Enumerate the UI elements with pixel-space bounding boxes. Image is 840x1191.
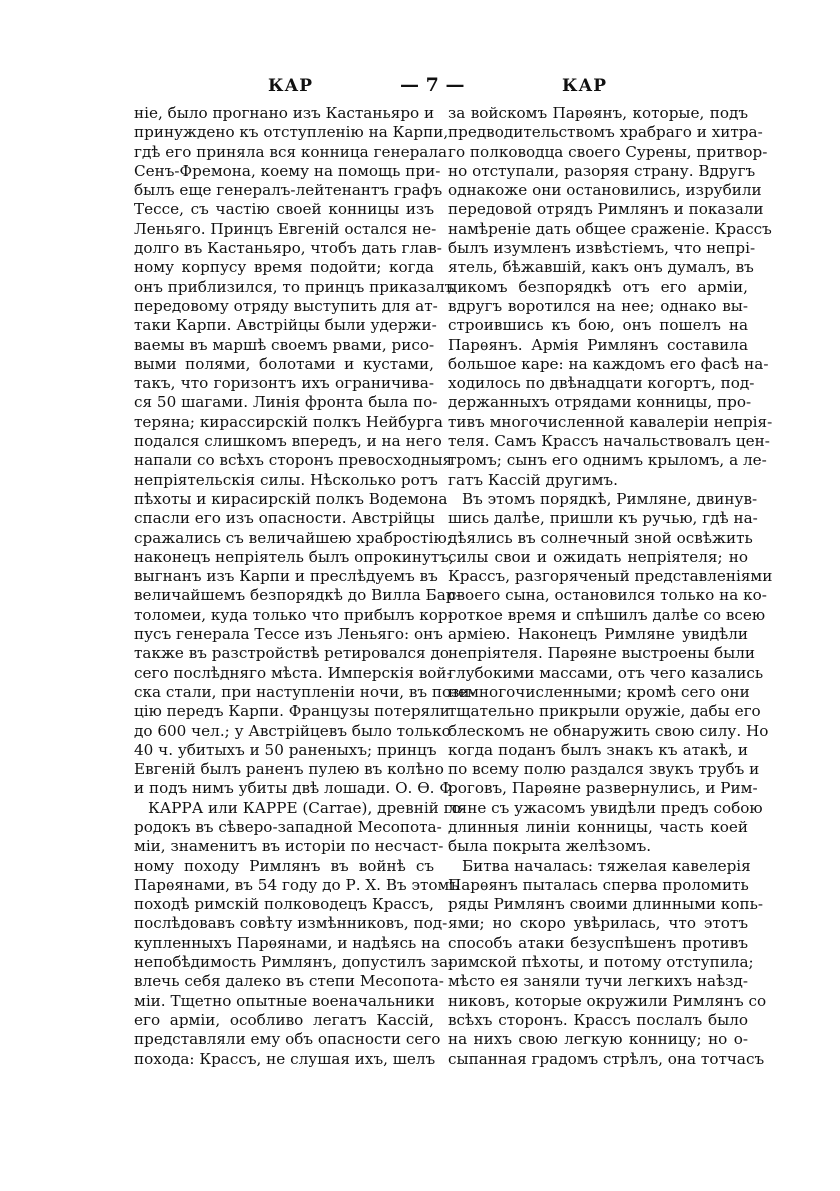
text-line: дѣялись въ солнечный зной освѣжить	[448, 528, 753, 547]
text-line: Въ этомъ порядкѣ, Римляне, двинув-	[462, 489, 758, 508]
text-line: сыпанная градомъ стрѣлъ, она тотчасъ	[448, 1049, 765, 1068]
text-line: вдругъ воротился на нее; однако вы-	[448, 296, 748, 315]
text-line: тромъ; сынъ его однимъ крыломъ, а ле-	[448, 451, 767, 470]
text-line: ваемы въ маршѣ своемъ рвами, рисо-	[134, 335, 435, 354]
text-line: ходилось по двѣнадцати когортъ, под-	[448, 374, 755, 393]
text-line: ся 50 шагами. Линія фронта была по-	[134, 393, 438, 412]
text-line: тщательно прикрыли оружіе, дабы его	[448, 702, 761, 721]
text-line: принуждено къ отступленію на Карпи,	[134, 123, 449, 142]
text-line: гдѣ его приняла вся конница генерала	[134, 142, 448, 161]
text-line: выгнанъ изъ Карпи и преслѣдуемъ въ	[134, 567, 438, 586]
text-line: Тессе, съ частію своей конницы изъ	[134, 200, 434, 219]
text-line: онъ приблизился, то принцъ приказалъ	[134, 277, 455, 296]
text-line: непобѣдимость Римлянъ, допустилъ за-	[134, 953, 454, 972]
text-line: ніе, было прогнано изъ Кастаньяро и	[134, 104, 435, 122]
text-line: ряды Римлянъ своими длинными копь-	[448, 895, 764, 914]
text-line: когда поданъ былъ знакъ къ атакѣ, и	[448, 740, 748, 759]
text-line: шись далѣе, пришли къ ручью, гдѣ на-	[448, 509, 758, 528]
text-line: цію передъ Карпи. Французы потеряли	[134, 702, 450, 721]
text-line: передовому отряду выступить для ат-	[134, 296, 438, 315]
text-line: Леньяго. Принцъ Евгеній остался не-	[134, 219, 437, 238]
text-line: до 600 чел.; у Австрійцевъ было только	[134, 721, 451, 740]
text-line: напали со всѣхъ сторонъ превосходныя	[134, 451, 453, 470]
text-line: подался слишкомъ впередъ, и на него	[134, 432, 442, 451]
text-line: Сенъ-Фремона, коему на помощь при-	[134, 161, 441, 180]
text-line: міи. Тщетно опытные военачальники	[134, 991, 435, 1010]
text-line: дикомъ безпорядкѣ отъ его арміи,	[448, 277, 748, 296]
text-line: тивъ многочисленной кавалеріи непрія-	[448, 412, 773, 431]
text-line: сего послѣдняго мѣста. Имперскія вой-	[134, 663, 452, 682]
text-line: ляне съ ужасомъ увидѣли предъ собою	[448, 798, 763, 817]
text-line: своего сына, остановился только на ко-	[448, 586, 767, 605]
text-line: способъ атаки безуспѣшенъ противъ	[448, 933, 748, 952]
text-line: влечь себя далеко въ степи Месопота-	[134, 972, 444, 991]
text-line: Крассъ, разгоряченый представленіями	[448, 567, 773, 586]
text-line: такъ, что горизонтъ ихъ ограничива-	[134, 374, 434, 393]
text-line: Парѳянъ. Армія Римлянъ составила	[448, 335, 748, 354]
text-line: держанныхъ отрядами конницы, про-	[448, 393, 752, 412]
text-line: теля. Самъ Крассъ начальствовалъ цен-	[448, 432, 770, 451]
text-line: непріятеля. Парѳяне выстроены были	[448, 644, 756, 663]
text-line: толомеи, куда только что прибылъ кор-	[134, 605, 453, 624]
text-line: ятель, бѣжавшій, какъ онъ думалъ, въ	[448, 258, 754, 277]
text-line: долго въ Кастаньяро, чтобъ дать глав-	[134, 239, 442, 258]
text-line: теряна; кирассирскій полкъ Нейбурга	[134, 412, 443, 431]
text-line: всѣхъ сторонъ. Крассъ послалъ было	[448, 1010, 748, 1029]
text-line: выми полями, болотами и кустами,	[134, 354, 434, 373]
header-left-keyword: КАР	[268, 76, 314, 96]
text-line: блескомъ не обнаружить свою силу. Но	[448, 721, 769, 740]
header-right-keyword: КАР	[562, 76, 608, 96]
left-text-column	[134, 104, 475, 1069]
text-line: былъ изумленъ извѣстіемъ, что непрі-	[448, 239, 756, 258]
text-line: пѣхоты и кирасирскій полкъ Водемона	[134, 489, 448, 508]
text-line: похода: Крассъ, не слушая ихъ, шелъ	[134, 1049, 436, 1068]
text-line: непріятельскія силы. Нѣсколько ротъ	[134, 470, 438, 489]
text-line: но отступали, разоряя страну. Вдругъ	[448, 161, 756, 180]
text-line: строившись къ бою, онъ пошелъ на	[448, 316, 748, 335]
text-line: былъ еще генералъ-лейтенантъ графъ	[134, 181, 443, 200]
text-line: никовъ, которые окружили Римлянъ со	[448, 991, 767, 1010]
text-line: купленныхъ Парѳянами, и надѣясь на	[134, 933, 441, 952]
text-line: и подъ нимъ убиты двѣ лошади. О. Ѳ. Ф.	[134, 779, 457, 798]
text-line: длинныя линіи конницы, часть коей	[448, 817, 748, 836]
text-line: ска стали, при наступленіи ночи, въ пози-	[134, 682, 475, 701]
text-line: арміею. Наконецъ Римляне увидѣли	[448, 625, 748, 644]
text-line: была покрыта желѣзомъ.	[448, 837, 652, 856]
text-line: Парѳянъ пыталась сперва проломить	[448, 875, 749, 894]
text-line: спасли его изъ опасности. Австрійцы	[134, 509, 435, 528]
text-line: глубокими массами, отъ чего казались	[448, 663, 764, 682]
text-line: представляли ему объ опасности сего	[134, 1030, 441, 1049]
text-line: по всему полю раздался звукъ трубъ и	[448, 760, 760, 779]
text-line: мѣсто ея заняли тучи легкихъ наѣзд-	[448, 972, 748, 991]
page-number: — 7 —	[400, 74, 465, 96]
text-line: величайшемъ безпорядкѣ до Вилла Бар-	[134, 586, 461, 605]
text-line: таки Карпи. Австрійцы были удержи-	[134, 316, 437, 335]
text-line: пусъ генерала Тессе изъ Леньяго: онъ	[134, 625, 443, 644]
text-line: Парѳянами, въ 54 году до Р. Х. Въ этомъ	[134, 875, 460, 894]
text-line: Евгеній былъ раненъ пулею въ колѣно	[134, 760, 444, 779]
text-line: также въ разстройствѣ ретировался до	[134, 644, 449, 663]
text-line: однакоже они остановились, изрубили	[448, 181, 762, 200]
text-line: ями; но скоро увѣрилась, что этотъ	[448, 914, 748, 933]
text-line: КАРРА или КАРРЕ (Carrae), древній го-	[148, 798, 466, 817]
text-line: римской пѣхоты, и потому отступила;	[448, 953, 754, 972]
text-line: сражались съ величайшею храбростію;	[134, 528, 452, 547]
text-line: походѣ римскій полководецъ Крассъ,	[134, 895, 434, 914]
text-line: Битва началась: тяжелая кавелерія	[462, 856, 751, 875]
text-line: предводительствомъ храбраго и хитра-	[448, 123, 763, 142]
text-line: немногочисленными; кромѣ сего они	[448, 682, 750, 701]
text-line: го полководца своего Сурены, притвор-	[448, 142, 768, 161]
text-line: на нихъ свою легкую конницу; но о-	[448, 1030, 748, 1049]
text-line: передовой отрядъ Римлянъ и показали	[448, 200, 764, 219]
text-line: родокъ въ сѣверо-западной Месопота-	[134, 817, 442, 836]
text-line: большое каре: на каждомъ его фасѣ на-	[448, 354, 769, 373]
text-line: роткое время и спѣшилъ далѣе со всею	[448, 605, 766, 624]
text-line: 40 ч. убитыхъ и 50 раненыхъ; принцъ	[134, 740, 437, 759]
text-line: послѣдовавъ совѣту измѣнниковъ, под-	[134, 914, 448, 933]
text-line: его арміи, особливо легатъ Кассій,	[134, 1010, 434, 1029]
text-line: силы свои и ожидать непріятеля; но	[448, 547, 748, 566]
text-line: ному походу Римлянъ въ войнѣ съ	[134, 856, 434, 875]
text-line: міи, знаменитъ въ исторіи по несчаст-	[134, 837, 444, 856]
text-line: гатъ Кассій другимъ.	[448, 470, 618, 489]
text-line: за войскомъ Парѳянъ, которые, подъ	[448, 104, 748, 122]
text-line: роговъ, Парѳяне развернулись, и Рим-	[448, 779, 758, 798]
text-line: наконецъ непріятель былъ опрокинутъ,	[134, 547, 454, 566]
text-line: намѣреніе дать общее сраженіе. Крассъ	[448, 219, 772, 238]
text-line: ному корпусу время подойти; когда	[134, 258, 434, 277]
running-header	[130, 76, 730, 102]
right-text-column	[448, 104, 773, 1069]
